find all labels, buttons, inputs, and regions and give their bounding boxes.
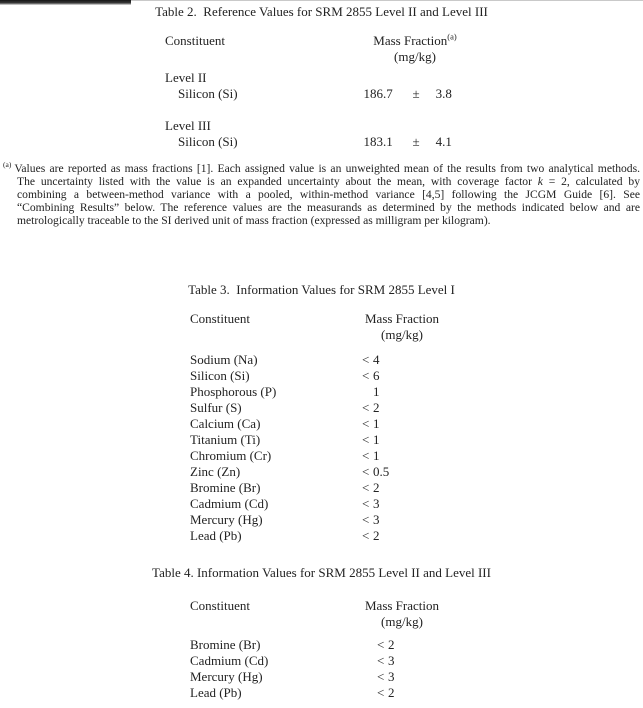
- value-number: 2: [388, 637, 395, 652]
- operator-cell: <: [362, 512, 370, 527]
- footnote-text: The uncertainty listed with the value is an expanded uncertainty about the mean, with coverage factor: [17, 174, 538, 188]
- constituent-cell: Silicon (Si): [178, 86, 238, 101]
- value-cell: [357, 400, 447, 416]
- operator-cell: <: [362, 416, 370, 431]
- constituent-cell: Sulfur (S): [190, 400, 242, 415]
- value-number: 1: [373, 416, 380, 431]
- value-number: 1: [373, 448, 380, 463]
- constituent-cell: Bromine (Br): [190, 637, 261, 652]
- group-label: Level II: [165, 70, 207, 85]
- value-number: 6: [373, 368, 380, 383]
- table3-header-mass-fraction: Mass Fraction: [364, 311, 440, 326]
- operator-cell: <: [362, 464, 370, 479]
- value-number: 2: [373, 528, 380, 543]
- value-number: 4: [373, 352, 380, 367]
- footnote-line: [3, 175, 640, 188]
- table-row: [190, 637, 460, 653]
- value-number: 3: [373, 512, 380, 527]
- footnote-line: [3, 158, 640, 175]
- value-cell: [348, 86, 495, 102]
- value-number: 3: [388, 669, 395, 684]
- table2-unit-row: [165, 49, 495, 65]
- table3-header-unit: (mg/kg): [381, 327, 423, 342]
- operator-cell: <: [362, 400, 370, 415]
- constituent-cell: Cadmium (Cd): [190, 653, 269, 668]
- uncertainty-number: 4.1: [435, 134, 452, 149]
- table-row: [190, 384, 460, 400]
- constituent-cell: Lead (Pb): [190, 528, 242, 543]
- group-label: Level III: [165, 118, 211, 133]
- table3-header-row: [190, 311, 460, 327]
- operator-cell: <: [362, 352, 370, 367]
- value-number: 1: [373, 384, 380, 399]
- table2-header-row: [165, 33, 495, 49]
- uncertainty-number: 3.8: [435, 86, 452, 101]
- value-cell: [357, 496, 447, 512]
- table3-body: [190, 352, 460, 544]
- table-row: [190, 464, 460, 480]
- spacer-cell: [165, 49, 340, 65]
- operator-cell: <: [362, 528, 370, 543]
- value-cell: [357, 416, 447, 432]
- value-cell: [357, 384, 447, 400]
- constituent-cell: Mercury (Hg): [190, 669, 263, 684]
- spacer-cell: [190, 327, 357, 343]
- value-cell: [357, 653, 447, 669]
- plus-minus-sign: ±: [412, 86, 420, 101]
- constituent-cell: Bromine (Br): [190, 480, 261, 495]
- constituent-cell: Lead (Pb): [190, 685, 242, 700]
- operator-cell: <: [377, 653, 385, 668]
- value-number: 0.5: [373, 464, 390, 479]
- value-cell: [357, 480, 447, 496]
- operator-cell: <: [362, 368, 370, 383]
- table2-header-unit: (mg/kg): [394, 49, 436, 64]
- table4: [190, 598, 460, 701]
- table2-title: Table 2. Reference Values for SRM 2855 Level II and Level III: [155, 4, 488, 19]
- footnote-line: metrologically traceable to the SI derived unit of mass fraction (expressed as milligram per kilogram).: [17, 213, 491, 227]
- table-row: [190, 448, 460, 464]
- constituent-cell: Mercury (Hg): [190, 512, 263, 527]
- table-row: [190, 653, 460, 669]
- value-cell: [357, 685, 447, 701]
- value-cell: [348, 134, 495, 150]
- value-cell: [357, 448, 447, 464]
- footnote-text: = 2, calculated by: [542, 174, 640, 188]
- constituent-cell: Cadmium (Cd): [190, 496, 269, 511]
- mass-fraction-label: Mass Fraction: [373, 33, 448, 48]
- spacer-cell: [190, 614, 357, 630]
- value-number: 3: [373, 496, 380, 511]
- value-number: 186.7: [363, 86, 393, 101]
- table3: [190, 311, 460, 544]
- table-row: [165, 134, 495, 150]
- value-number: 183.1: [363, 134, 393, 149]
- table-row: [190, 685, 460, 701]
- constituent-cell: Titanium (Ti): [190, 432, 261, 447]
- table3-unit-row: [190, 327, 460, 343]
- table-row: [190, 432, 460, 448]
- table4-header-row: [190, 598, 460, 614]
- value-number: 2: [388, 685, 395, 700]
- group-label-row: [165, 118, 495, 134]
- operator-cell: <: [362, 496, 370, 511]
- value-number: 1: [373, 432, 380, 447]
- footnote-line: combining a between-method variance with a pooled, within-method variance [4,5] following the JCGM Guide [6]. See: [17, 187, 640, 201]
- operator-cell: <: [377, 637, 385, 652]
- coverage-factor-k: k: [537, 174, 543, 188]
- value-cell: [357, 352, 447, 368]
- table4-header-constituent: Constituent: [190, 598, 250, 613]
- table4-header-unit: (mg/kg): [381, 614, 423, 629]
- operator-cell: <: [377, 669, 385, 684]
- table-row: [190, 528, 460, 544]
- table-row: [190, 496, 460, 512]
- table-row: [190, 400, 460, 416]
- group-label-row: [165, 70, 495, 86]
- table-row: [190, 416, 460, 432]
- value-cell: [357, 637, 447, 653]
- footnote-ref-sup: (a): [447, 31, 457, 42]
- constituent-cell: Phosphorous (P): [190, 384, 277, 399]
- value-number: 2: [373, 400, 380, 415]
- operator-cell: <: [362, 432, 370, 447]
- footnote-a: [3, 158, 640, 227]
- table2-group-level-ii: [165, 70, 495, 102]
- table-row: [165, 86, 495, 102]
- table4-body: [190, 637, 460, 701]
- footnote-text: Values are reported as mass fractions [1]. Each assigned value is an unweighted mean of the results from two analytical methods.: [14, 161, 640, 175]
- table-row: [190, 480, 460, 496]
- table-row: [190, 368, 460, 384]
- table2-group-level-iii: [165, 118, 495, 150]
- constituent-cell: Chromium (Cr): [190, 448, 272, 463]
- value-cell: [357, 528, 447, 544]
- footnote-line: “Combining Results” below. The reference values are the measurands as determined by the methods indicated below and are: [17, 200, 640, 214]
- constituent-cell: Calcium (Ca): [190, 416, 261, 431]
- table-row: [190, 512, 460, 528]
- value-cell: [357, 432, 447, 448]
- table4-header-mass-fraction: Mass Fraction: [364, 598, 440, 613]
- footnote-marker: (a): [3, 160, 12, 169]
- table4-title: Table 4. Information Values for SRM 2855 Level II and Level III: [152, 565, 491, 580]
- constituent-cell: Sodium (Na): [190, 352, 258, 367]
- table2-header-constituent: Constituent: [165, 33, 225, 48]
- table2-header-mass-fraction: [340, 33, 490, 49]
- value-cell: [357, 464, 447, 480]
- table4-unit-row: [190, 614, 460, 630]
- table2: [165, 33, 495, 150]
- operator-cell: <: [362, 448, 370, 463]
- plus-minus-sign: ±: [412, 134, 420, 149]
- table3-title: Table 3. Information Values for SRM 2855 Level I: [188, 282, 455, 297]
- operator-cell: <: [377, 685, 385, 700]
- value-cell: [357, 669, 447, 685]
- table-row: [190, 352, 460, 368]
- table-row: [190, 669, 460, 685]
- table3-header-constituent: Constituent: [190, 311, 250, 326]
- constituent-cell: Silicon (Si): [178, 134, 238, 149]
- value-cell: [357, 368, 447, 384]
- constituent-cell: Silicon (Si): [190, 368, 250, 383]
- value-number: 3: [388, 653, 395, 668]
- value-cell: [357, 512, 447, 528]
- value-number: 2: [373, 480, 380, 495]
- operator-cell: <: [362, 480, 370, 495]
- constituent-cell: Zinc (Zn): [190, 464, 241, 479]
